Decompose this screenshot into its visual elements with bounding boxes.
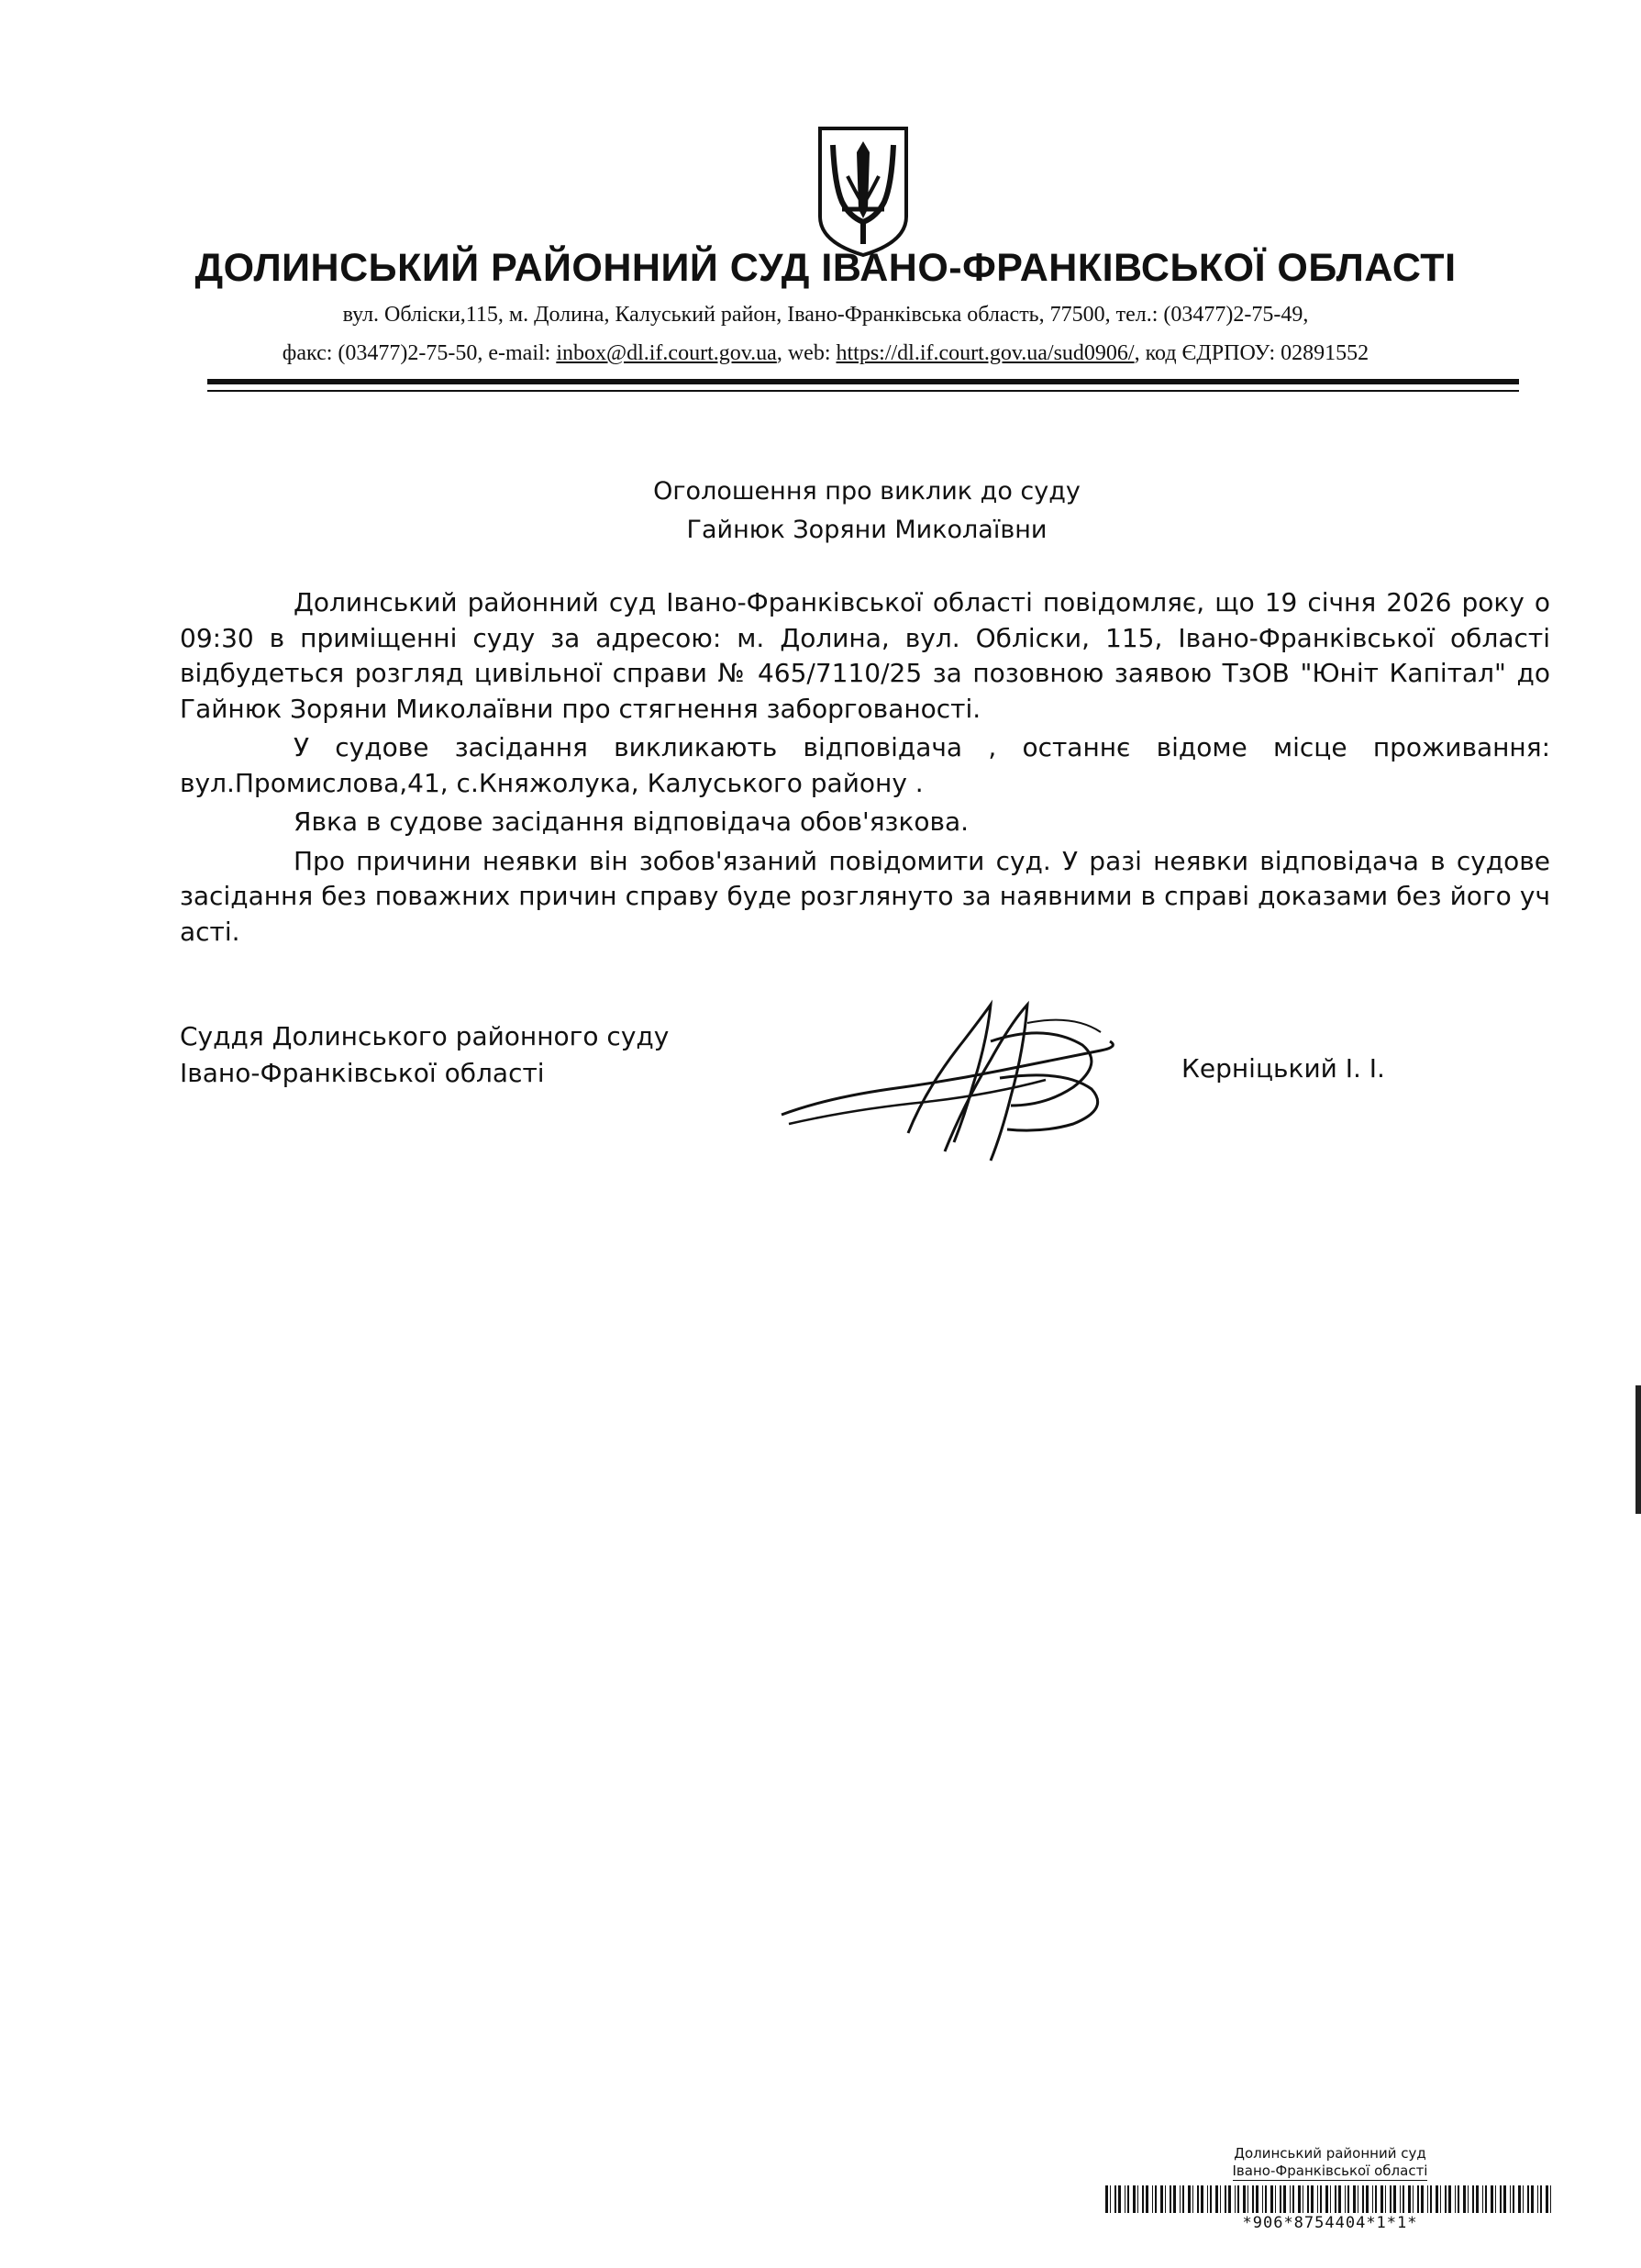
barcode-bar	[1114, 2185, 1116, 2213]
barcode-bar	[1400, 2185, 1401, 2213]
barcode-bar	[1380, 2185, 1383, 2213]
barcode-bar	[1330, 2185, 1331, 2213]
barcode-bar	[1372, 2185, 1373, 2213]
barcode-bar	[1220, 2185, 1221, 2213]
barcode-bar	[1298, 2185, 1301, 2213]
barcode-bar	[1292, 2185, 1294, 2213]
barcode-bar	[1385, 2185, 1386, 2213]
barcode-bar	[1540, 2185, 1542, 2213]
paragraph-summons: У судове засідання викликають відповідача , останнє відоме місце проживання: вул.Промислова,41, с.Княжолука, Калуського району .	[180, 732, 1550, 798]
barcode-bar	[1320, 2185, 1322, 2213]
barcode-bar	[1152, 2185, 1153, 2213]
barcode-bar	[1403, 2185, 1404, 2213]
barcode-bar	[1160, 2185, 1163, 2213]
barcode-bar	[1165, 2185, 1166, 2213]
fax-text: факс: (03477)2-75-50, e-mail:	[282, 341, 557, 365]
barcode-bar	[1503, 2185, 1506, 2213]
handwritten-signature	[771, 986, 1128, 1170]
barcode-bar	[1325, 2185, 1328, 2213]
barcode-bar	[1146, 2185, 1148, 2213]
court-contacts-line	[183, 341, 1468, 366]
barcode-bar	[1215, 2185, 1218, 2213]
barcode-bar	[1338, 2185, 1341, 2213]
judge-title	[180, 1018, 669, 1092]
barcode-bar	[1105, 2185, 1108, 2213]
barcode-bar	[1472, 2185, 1474, 2213]
barcode-bar	[1366, 2185, 1369, 2213]
barcode-bar	[1110, 2185, 1111, 2213]
barcode-bar	[1118, 2185, 1121, 2213]
email-link[interactable]: inbox@dl.if.court.gov.ua	[556, 341, 777, 365]
barcode-bar	[1290, 2185, 1291, 2213]
barcode-bar	[1482, 2185, 1483, 2213]
barcode-bar	[1390, 2185, 1392, 2213]
barcode-bar	[1527, 2185, 1529, 2213]
barcode-bar	[1155, 2185, 1157, 2213]
judge-title-line2: Івано-Франківської області	[180, 1058, 545, 1088]
paragraph-hearing: Долинський районний суд Івано-Франківської області повідомляє, що 19 січня 2026 року о 09:30 в приміщенні суду за адресою: м. Долина, вул. Обліски, 115, Івано-Франківської області відбудеться розгляд цивільної справи № 465/7110/25 за позовною заявою ТзОВ "Юніт Капітал" до Гайнюк Зоряни Миколаївни про стягнення заборгованості.	[180, 587, 1550, 724]
barcode-bar	[1550, 2185, 1551, 2213]
barcode-bar	[1275, 2185, 1276, 2213]
barcode-bar	[1317, 2185, 1318, 2213]
barcode-bar	[1182, 2185, 1184, 2213]
barcode-bar	[1523, 2185, 1524, 2213]
barcode-bar	[1228, 2185, 1231, 2213]
notice-body	[180, 585, 1550, 950]
barcode-bar	[1440, 2185, 1441, 2213]
barcode-bar	[1445, 2185, 1447, 2213]
barcode-bar	[1210, 2185, 1212, 2213]
barcode-bar	[1362, 2185, 1364, 2213]
barcode-bar	[1201, 2185, 1203, 2213]
barcode-bar	[1252, 2185, 1254, 2213]
letterhead-divider-thin	[207, 390, 1519, 392]
barcode-bar	[1531, 2185, 1534, 2213]
barcode-bar	[1491, 2185, 1493, 2213]
court-address-line: вул. Обліски,115, м. Долина, Калуський район, Івано-Франківська область, 77500, тел.: (03477)2-75-49,	[342, 303, 1309, 327]
barcode-bar	[1476, 2185, 1479, 2213]
paragraph-attendance: Явка в судове засідання відповідача обов'язкова.	[294, 806, 970, 837]
web-link[interactable]: https://dl.if.court.gov.ua/sud0906/	[836, 341, 1135, 365]
barcode-bar	[1375, 2185, 1377, 2213]
barcode-bar	[1247, 2185, 1248, 2213]
barcode-bar	[1448, 2185, 1451, 2213]
barcode-bar	[1173, 2185, 1176, 2213]
stamp-line2: Івано-Франківської області	[1232, 2162, 1428, 2179]
court-name-title: ДОЛИНСЬКИЙ РАЙОННИЙ СУД ІВАНО-ФРАНКІВСЬКОЇ ОБЛАСТІ	[194, 246, 1457, 290]
barcode-bar	[1280, 2185, 1281, 2213]
barcode-bar	[1468, 2185, 1469, 2213]
barcode-bar	[1546, 2185, 1548, 2213]
barcode-bar	[1430, 2185, 1432, 2213]
barcode-bar	[1142, 2185, 1144, 2213]
web-prefix: , web:	[776, 341, 837, 365]
scan-edge-mark	[1635, 1385, 1641, 1514]
barcode-bar	[1510, 2185, 1511, 2213]
barcode-bar	[1127, 2185, 1129, 2213]
trident-emblem-icon	[815, 121, 912, 259]
barcode-bar	[1192, 2185, 1193, 2213]
stamp-line1: Долинський районний суд	[1234, 2145, 1426, 2162]
barcode-bar	[1455, 2185, 1456, 2213]
barcode-bar	[1137, 2185, 1138, 2213]
barcode-bar	[1513, 2185, 1514, 2213]
barcode-bar	[1170, 2185, 1171, 2213]
barcode-bar	[1225, 2185, 1226, 2213]
barcode-bar	[1311, 2185, 1314, 2213]
paragraph-consequences: Про причини неявки він зобов'язаний повідомити суд. У разі неявки відповідача в судове засідання без поважних причин справу буде розглянуто за наявними в справі доказами без його уч асті.	[180, 845, 1550, 947]
barcode-bar	[1500, 2185, 1502, 2213]
barcode-bar	[1495, 2185, 1496, 2213]
barcode-bar	[1283, 2185, 1286, 2213]
barcode-bar	[1408, 2185, 1411, 2213]
barcode-bar	[1133, 2185, 1136, 2213]
judge-title-line1: Суддя Долинського районного суду	[180, 1021, 670, 1051]
barcode-bar	[1256, 2185, 1258, 2213]
judge-name: Керніцький І. І.	[1181, 1053, 1385, 1084]
barcode-bar	[1458, 2185, 1459, 2213]
barcode-icon	[1105, 2185, 1555, 2213]
barcode-bar	[1421, 2185, 1424, 2213]
barcode-bar	[1345, 2185, 1346, 2213]
barcode-bar	[1393, 2185, 1396, 2213]
court-stamp	[1092, 2145, 1569, 2181]
barcode-bar	[1307, 2185, 1309, 2213]
barcode-bar	[1518, 2185, 1521, 2213]
barcode-bar	[1207, 2185, 1208, 2213]
letterhead-divider-thick	[207, 379, 1519, 384]
barcode-bar	[1353, 2185, 1356, 2213]
barcode-bar	[1485, 2185, 1487, 2213]
barcode-bar	[1270, 2185, 1273, 2213]
notice-title: Оголошення про виклик до суду	[653, 477, 1081, 506]
barcode-bar	[1417, 2185, 1419, 2213]
barcode-bar	[1188, 2185, 1191, 2213]
barcode-bar	[1237, 2185, 1239, 2213]
barcode-bar	[1335, 2185, 1336, 2213]
barcode-bar	[1427, 2185, 1428, 2213]
barcode-bar	[1537, 2185, 1538, 2213]
barcode-bar	[1463, 2185, 1466, 2213]
barcode-bar	[1262, 2185, 1263, 2213]
notice-addressee: Гайнюк Зоряни Миколаївни	[686, 516, 1048, 544]
barcode-bar	[1197, 2185, 1199, 2213]
edrpou-code: , код ЄДРПОУ: 02891552	[1134, 341, 1369, 365]
barcode-bar	[1413, 2185, 1414, 2213]
barcode-bar	[1235, 2185, 1236, 2213]
barcode-number: *906*8754404*1*1*	[1242, 2214, 1418, 2232]
barcode-bar	[1347, 2185, 1349, 2213]
barcode-bar	[1180, 2185, 1181, 2213]
barcode-bar	[1436, 2185, 1438, 2213]
barcode-bar	[1243, 2185, 1246, 2213]
barcode-bar	[1265, 2185, 1267, 2213]
